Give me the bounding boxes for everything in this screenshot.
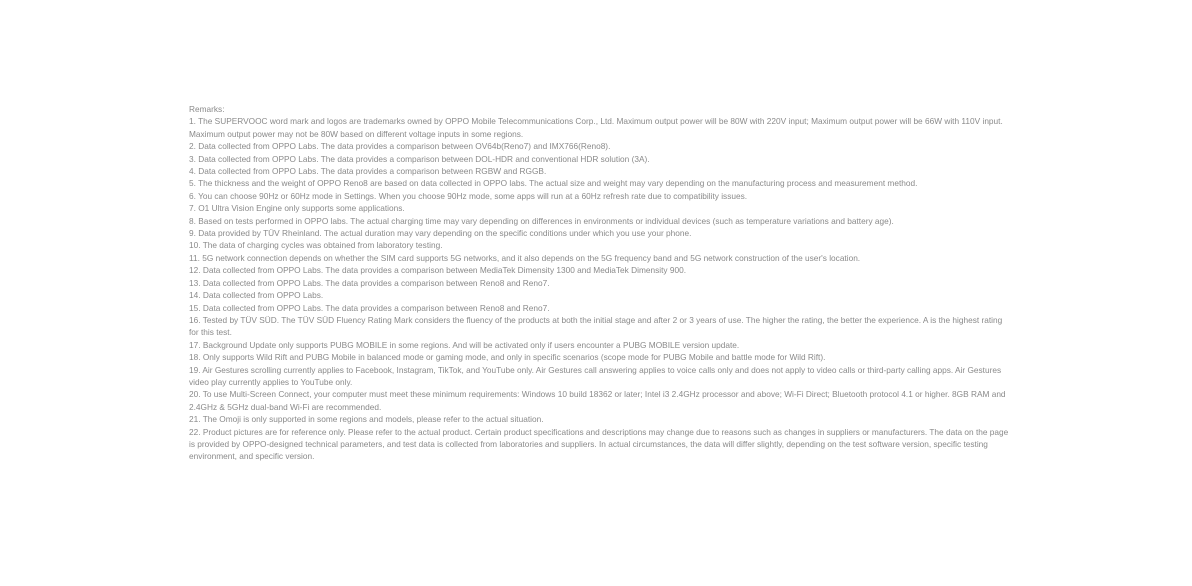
remark-item-16: 16. Tested by TÜV SÜD. The TÜV SÜD Fluency Rating Mark considers the fluency of the products at both the initial stage and after 2 or 3 years of use. The higher the rating, the better the experience. A is the highest rating for this test.: [189, 314, 1003, 338]
remark-item-18: 18. Only supports Wild Rift and PUBG Mobile in balanced mode or gaming mode, and only in specific scenarios (scope mode for PUBG Mobile and battle mode for Wild Rift).: [189, 352, 826, 363]
remarks-heading: Remarks:: [189, 104, 225, 114]
remark-item-1: 1. The SUPERVOOC word mark and logos are trademarks owned by OPPO Mobile Telecommunications Corp., Ltd. Maximum output power will be 80W with 220V input; Maximum output power will be 66W with 110V input. Maximum output power may not be 80W based on different voltage inputs in some regions.: [189, 116, 1003, 139]
remarks-section: [189, 103, 1009, 463]
remark-item-15: 15. Data collected from OPPO Labs. The data provides a comparison between Reno8 and Reno7.: [189, 302, 550, 313]
remark-item-3: 3. Data collected from OPPO Labs. The data provides a comparison between DOL-HDR and conventional HDR solution (3A).: [189, 153, 650, 164]
remark-item-7: 7. O1 Ultra Vision Engine only supports some applications.: [189, 203, 405, 214]
remark-item-5: 5. The thickness and the weight of OPPO Reno8 are based on data collected in OPPO labs. The actual size and weight may vary depending on the manufacturing process and measurement method.: [189, 178, 918, 189]
remark-item-22: 22. Product pictures are for reference only. Please refer to the actual product. Certain product specifications and descriptions may change due to reasons such as changes in suppliers or manufacturers. The data on the page is provided by OPPO-designed technical parameters, and test data is collected from laboratories and suppliers. In actual circumstances, the data will differ slightly, depending on the test software version, specific testing environment, and specific version.: [189, 426, 1009, 462]
remark-item-4: 4. Data collected from OPPO Labs. The data provides a comparison between RGBW and RGGB.: [189, 166, 547, 177]
remark-item-11: 11. 5G network connection depends on whether the SIM card supports 5G networks, and it also depends on the 5G frequency band and 5G network construction of the user's location.: [189, 252, 861, 263]
remark-item-20: 20. To use Multi-Screen Connect, your computer must meet these minimum requirements: Windows 10 build 18362 or later; Intel i3 2.4GHz processor and above; Wi-Fi Direct; Bluetooth protocol 4.1 or higher. 8GB RAM and 2.4GHz & 5GHz dual-band Wi-Fi are recommended.: [189, 389, 1006, 412]
remark-item-17: 17. Background Update only supports PUBG MOBILE in some regions. And will be activated only if users encounter a PUBG MOBILE version update.: [189, 339, 740, 350]
remark-item-2: 2. Data collected from OPPO Labs. The data provides a comparison between OV64b(Reno7) and IMX766(Reno8).: [189, 141, 611, 152]
remark-item-6: 6. You can choose 90Hz or 60Hz mode in Settings. When you choose 90Hz mode, some apps will run at a 60Hz refresh rate due to compatibility issues.: [189, 190, 748, 201]
remark-item-21: 21. The Omoji is only supported in some regions and models, please refer to the actual situation.: [189, 414, 544, 425]
remark-item-9: 9. Data provided by TÜV Rheinland. The actual duration may vary depending on the specific conditions under which you use your phone.: [189, 228, 692, 239]
remark-item-12: 12. Data collected from OPPO Labs. The data provides a comparison between MediaTek Dimensity 1300 and MediaTek Dimensity 900.: [189, 265, 686, 276]
remark-item-14: 14. Data collected from OPPO Labs.: [189, 290, 324, 301]
remark-item-19: 19. Air Gestures scrolling currently applies to Facebook, Instagram, TikTok, and YouTube only. Air Gestures call answering applies to voice calls only and does not apply to video calls or third-party calling apps. Air Gestures video play currently applies to YouTube only.: [189, 364, 1002, 387]
remark-item-10: 10. The data of charging cycles was obtained from laboratory testing.: [189, 240, 443, 251]
remark-item-8: 8. Based on tests performed in OPPO labs. The actual charging time may vary depending on differences in environments or individual devices (such as temperature variations and battery age).: [189, 215, 894, 226]
remark-item-13: 13. Data collected from OPPO Labs. The data provides a comparison between Reno8 and Reno7.: [189, 277, 550, 288]
